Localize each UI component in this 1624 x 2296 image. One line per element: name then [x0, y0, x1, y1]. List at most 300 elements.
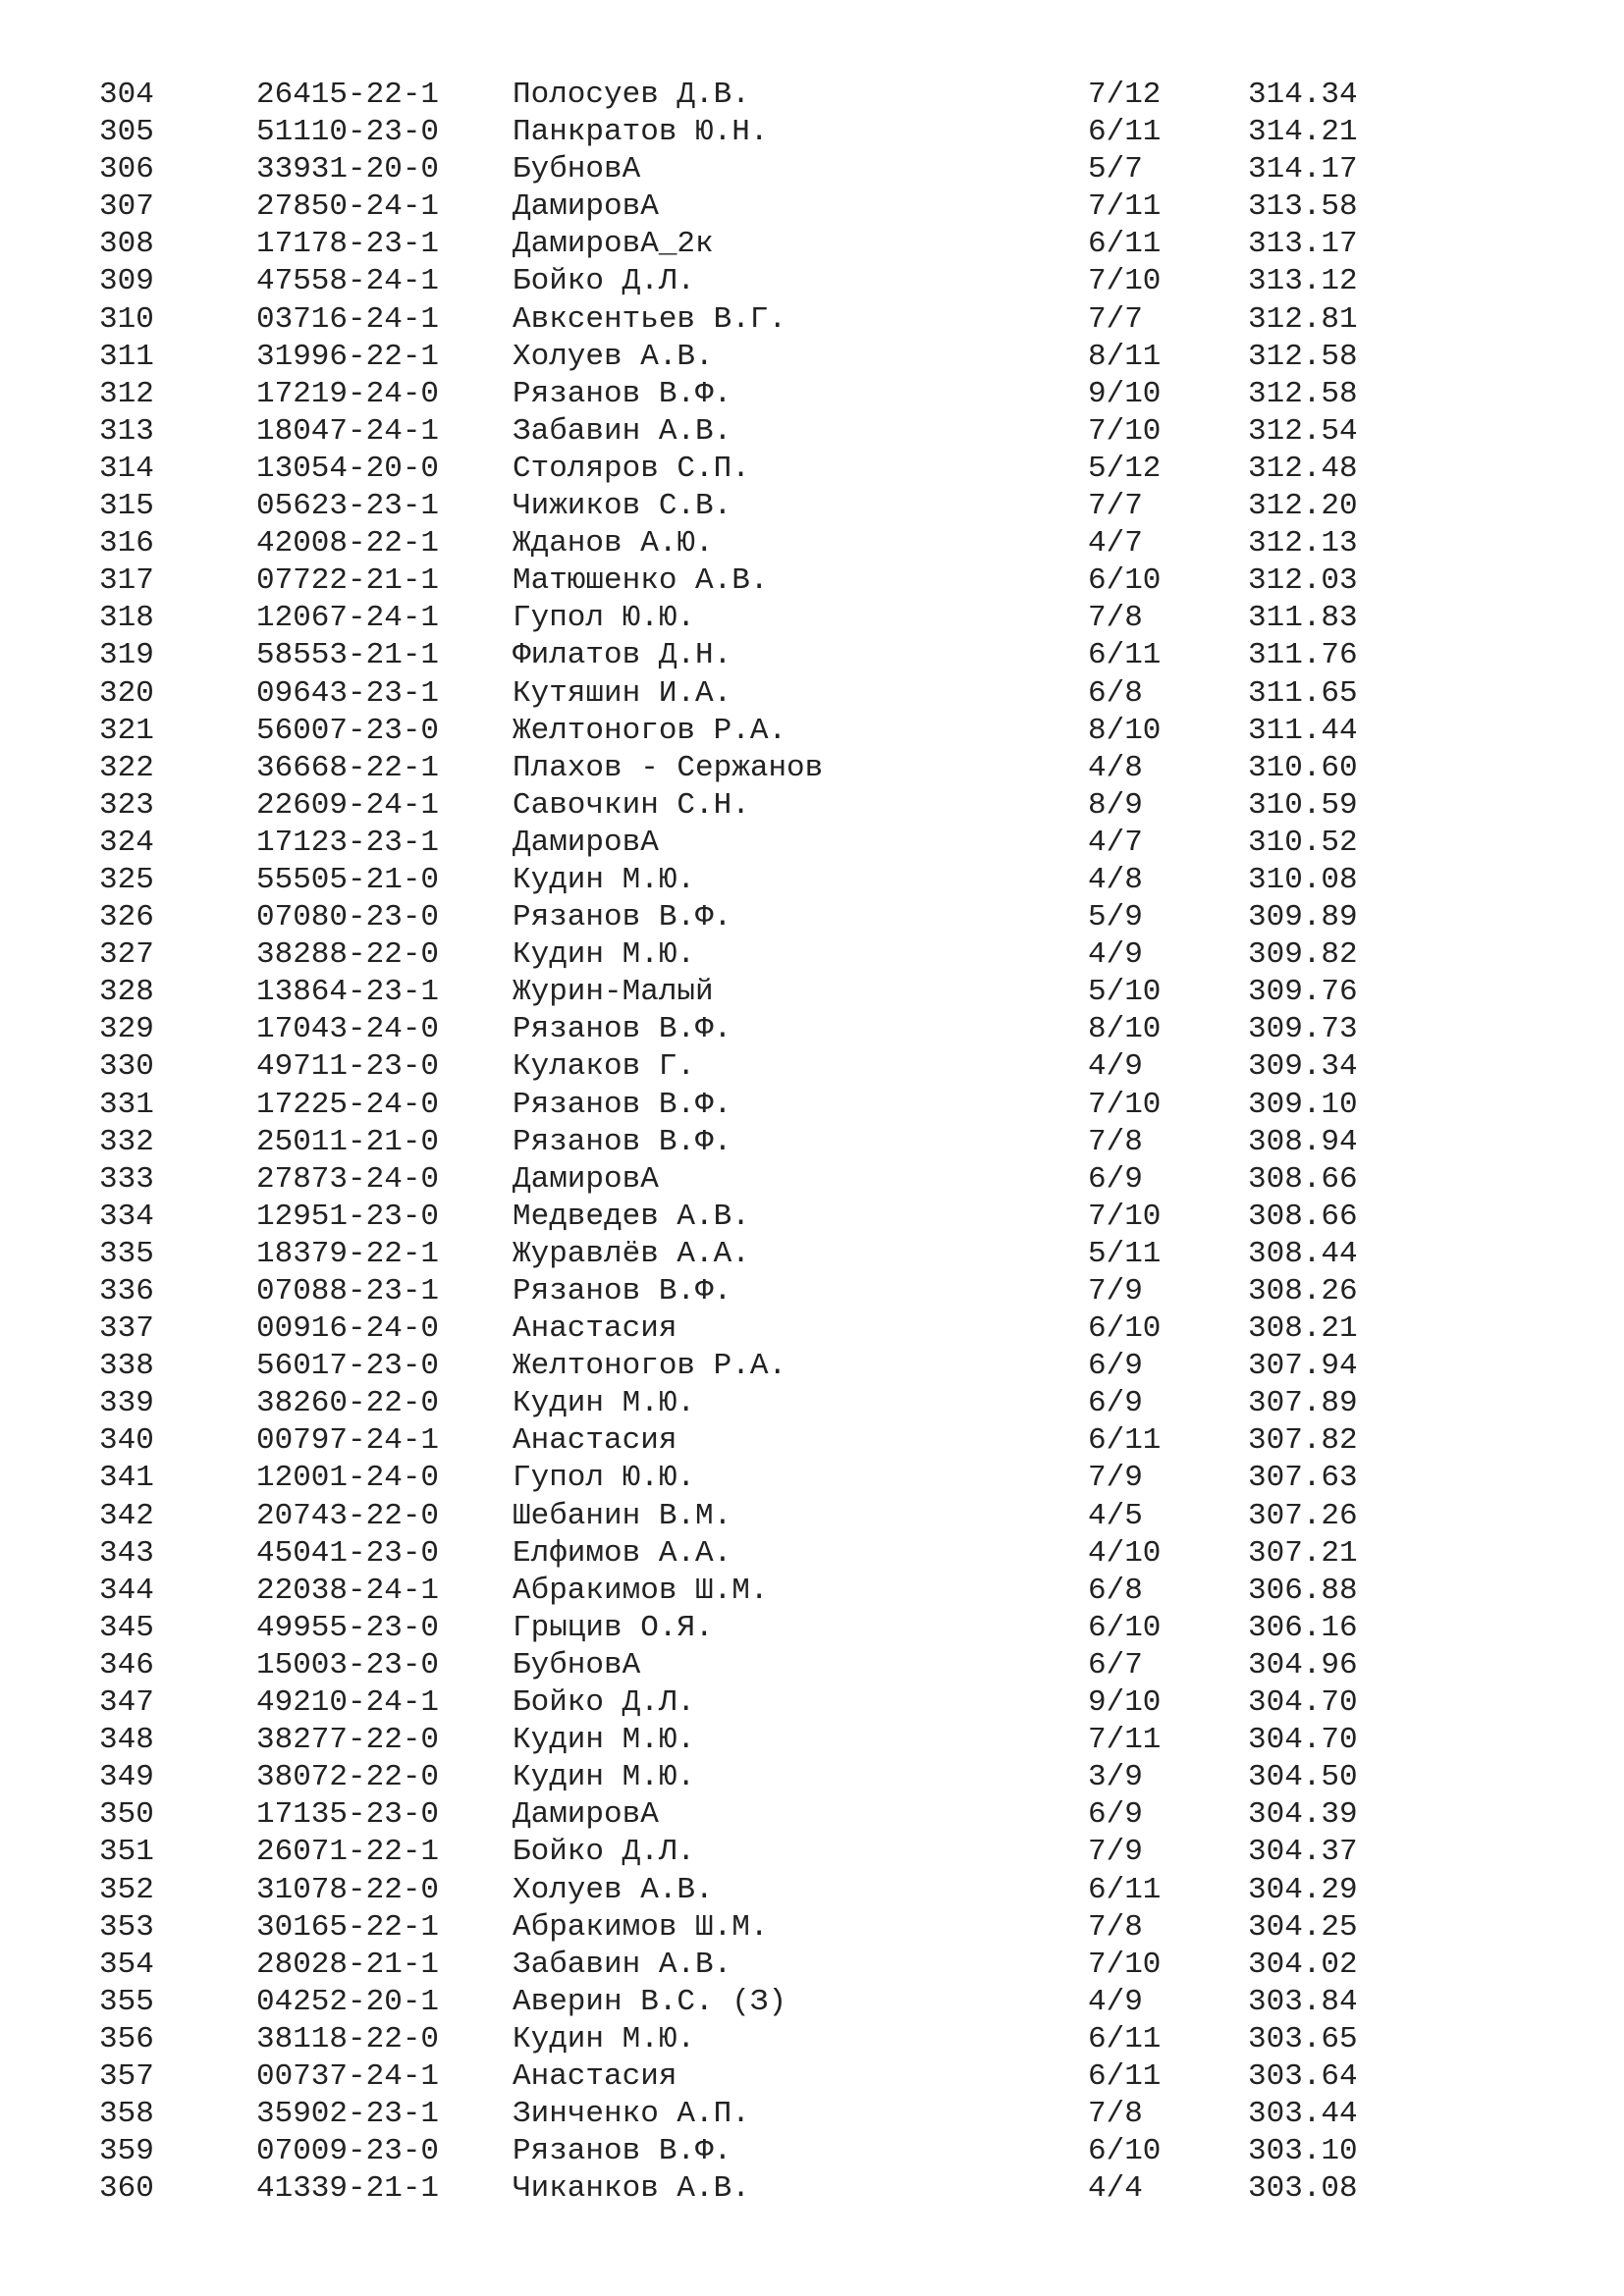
- record-code: 13054-20-0: [256, 451, 440, 486]
- list-item: [0, 1834, 1624, 1871]
- score-value: 303.08: [1248, 2171, 1358, 2207]
- list-item: [0, 1348, 1624, 1385]
- author-name: Абракимов Ш.М.: [513, 1909, 769, 1945]
- record-code: 04252-20-1: [256, 1984, 440, 2019]
- row-number: 323: [99, 787, 154, 823]
- author-name: Гупол Ю.Ю.: [513, 1461, 696, 1496]
- ratio-value: 7/10: [1088, 1087, 1162, 1122]
- row-number: 331: [99, 1087, 154, 1122]
- row-number: 348: [99, 1723, 154, 1758]
- row-number: 313: [99, 413, 154, 449]
- score-value: 308.44: [1248, 1236, 1358, 1271]
- row-number: 308: [99, 227, 154, 262]
- record-code: 31078-22-0: [256, 1872, 440, 1907]
- record-code: 26071-22-1: [256, 1835, 440, 1870]
- score-value: 312.81: [1248, 301, 1358, 337]
- list-item: [0, 451, 1624, 488]
- row-number: 352: [99, 1872, 154, 1907]
- record-code: 38277-22-0: [256, 1723, 440, 1758]
- ratio-value: 7/8: [1088, 1124, 1143, 1159]
- author-name: Матюшенко А.В.: [513, 563, 769, 599]
- author-name: Авксентьев В.Г.: [513, 301, 787, 337]
- author-name: Кудин М.Ю.: [513, 2021, 696, 2056]
- score-value: 310.59: [1248, 787, 1358, 823]
- ratio-value: 4/9: [1088, 1049, 1143, 1085]
- row-number: 326: [99, 900, 154, 935]
- author-name: Забавин А.В.: [513, 413, 732, 449]
- ratio-value: 5/10: [1088, 975, 1162, 1010]
- score-value: 312.48: [1248, 451, 1358, 486]
- ratio-value: 4/8: [1088, 750, 1143, 785]
- list-item: [0, 151, 1624, 188]
- results-list: [0, 77, 1624, 2208]
- row-number: 325: [99, 862, 154, 897]
- row-number: 344: [99, 1573, 154, 1608]
- list-item: [0, 675, 1624, 713]
- ratio-value: 8/9: [1088, 787, 1143, 823]
- ratio-value: 4/9: [1088, 1984, 1143, 2019]
- record-code: 56017-23-0: [256, 1349, 440, 1384]
- record-code: 38072-22-0: [256, 1760, 440, 1795]
- ratio-value: 7/8: [1088, 601, 1143, 636]
- row-number: 322: [99, 750, 154, 785]
- score-value: 307.89: [1248, 1386, 1358, 1421]
- list-item: [0, 1087, 1624, 1124]
- list-item: [0, 713, 1624, 750]
- author-name: Желтоногов Р.А.: [513, 1349, 787, 1384]
- list-item: [0, 301, 1624, 339]
- author-name: Чижиков С.В.: [513, 489, 732, 524]
- list-item: [0, 1610, 1624, 1647]
- author-name: Рязанов В.Ф.: [513, 1124, 732, 1159]
- ratio-value: 7/7: [1088, 489, 1143, 524]
- record-code: 38118-22-0: [256, 2021, 440, 2056]
- row-number: 318: [99, 601, 154, 636]
- row-number: 355: [99, 1984, 154, 2019]
- ratio-value: 4/5: [1088, 1498, 1143, 1533]
- ratio-value: 6/9: [1088, 1386, 1143, 1421]
- record-code: 00916-24-0: [256, 1311, 440, 1347]
- record-code: 07088-23-1: [256, 1274, 440, 1308]
- list-item: [0, 1872, 1624, 1909]
- score-value: 309.76: [1248, 975, 1358, 1010]
- author-name: Медведев А.В.: [513, 1199, 750, 1234]
- row-number: 342: [99, 1498, 154, 1533]
- list-item: [0, 1236, 1624, 1273]
- score-value: 307.21: [1248, 1535, 1358, 1571]
- score-value: 304.70: [1248, 1685, 1358, 1721]
- list-item: [0, 936, 1624, 974]
- author-name: Желтоногов Р.А.: [513, 713, 787, 748]
- ratio-value: 6/7: [1088, 1647, 1143, 1682]
- score-value: 311.76: [1248, 638, 1358, 673]
- row-number: 320: [99, 675, 154, 711]
- row-number: 338: [99, 1349, 154, 1384]
- list-item: [0, 2170, 1624, 2208]
- list-item: [0, 1796, 1624, 1834]
- row-number: 358: [99, 2097, 154, 2132]
- author-name: Бойко Д.Л.: [513, 1685, 696, 1721]
- score-value: 303.84: [1248, 1984, 1358, 2019]
- record-code: 13864-23-1: [256, 975, 440, 1010]
- row-number: 309: [99, 264, 154, 299]
- ratio-value: 3/9: [1088, 1760, 1143, 1795]
- list-item: [0, 1984, 1624, 2021]
- list-item: [0, 488, 1624, 525]
- row-number: 357: [99, 2058, 154, 2094]
- author-name: Шебанин В.М.: [513, 1498, 732, 1533]
- row-number: 316: [99, 526, 154, 561]
- score-value: 312.58: [1248, 376, 1358, 411]
- ratio-value: 6/11: [1088, 1872, 1162, 1907]
- row-number: 341: [99, 1461, 154, 1496]
- row-number: 329: [99, 1012, 154, 1047]
- author-name: БубновА: [513, 1647, 641, 1682]
- ratio-value: 6/8: [1088, 1573, 1143, 1608]
- list-item: [0, 226, 1624, 263]
- author-name: Бойко Д.Л.: [513, 264, 696, 299]
- author-name: ДамировА: [513, 825, 659, 860]
- ratio-value: 6/11: [1088, 1423, 1162, 1459]
- score-value: 308.66: [1248, 1161, 1358, 1197]
- author-name: Журин-Малый: [513, 975, 714, 1010]
- author-name: Рязанов В.Ф.: [513, 900, 732, 935]
- row-number: 336: [99, 1274, 154, 1308]
- ratio-value: 6/9: [1088, 1161, 1143, 1197]
- list-item: [0, 1684, 1624, 1722]
- record-code: 17225-24-0: [256, 1087, 440, 1122]
- row-number: 327: [99, 937, 154, 973]
- author-name: Панкратов Ю.Н.: [513, 115, 769, 150]
- record-code: 03716-24-1: [256, 301, 440, 337]
- score-value: 308.21: [1248, 1311, 1358, 1347]
- score-value: 307.26: [1248, 1498, 1358, 1533]
- ratio-value: 7/11: [1088, 189, 1162, 225]
- score-value: 309.34: [1248, 1049, 1358, 1085]
- list-item: [0, 1310, 1624, 1348]
- row-number: 335: [99, 1236, 154, 1271]
- record-code: 49955-23-0: [256, 1610, 440, 1645]
- record-code: 42008-22-1: [256, 526, 440, 561]
- record-code: 12067-24-1: [256, 601, 440, 636]
- list-item: [0, 2058, 1624, 2096]
- record-code: 41339-21-1: [256, 2171, 440, 2207]
- record-code: 26415-22-1: [256, 78, 440, 112]
- score-value: 314.17: [1248, 152, 1358, 187]
- author-name: Чиканков А.В.: [513, 2171, 750, 2207]
- score-value: 304.50: [1248, 1760, 1358, 1795]
- row-number: 319: [99, 638, 154, 673]
- list-item: [0, 2133, 1624, 2170]
- row-number: 337: [99, 1311, 154, 1347]
- ratio-value: 6/11: [1088, 2021, 1162, 2056]
- row-number: 346: [99, 1647, 154, 1682]
- score-value: 314.21: [1248, 115, 1358, 150]
- ratio-value: 4/4: [1088, 2171, 1143, 2207]
- author-name: Кудин М.Ю.: [513, 937, 696, 973]
- list-item: [0, 1048, 1624, 1086]
- author-name: Рязанов В.Ф.: [513, 1012, 732, 1047]
- author-name: БубновА: [513, 152, 641, 187]
- record-code: 58553-21-1: [256, 638, 440, 673]
- list-item: [0, 1647, 1624, 1684]
- ratio-value: 6/10: [1088, 1311, 1162, 1347]
- row-number: 305: [99, 115, 154, 150]
- row-number: 351: [99, 1835, 154, 1870]
- score-value: 311.65: [1248, 675, 1358, 711]
- ratio-value: 4/7: [1088, 825, 1143, 860]
- record-code: 12951-23-0: [256, 1199, 440, 1234]
- ratio-value: 7/10: [1088, 264, 1162, 299]
- score-value: 306.88: [1248, 1573, 1358, 1608]
- author-name: Анастасия: [513, 1311, 677, 1347]
- list-item: [0, 1909, 1624, 1947]
- ratio-value: 6/10: [1088, 1610, 1162, 1645]
- record-code: 22609-24-1: [256, 787, 440, 823]
- list-item: [0, 263, 1624, 300]
- author-name: Кудин М.Ю.: [513, 1760, 696, 1795]
- ratio-value: 5/12: [1088, 451, 1162, 486]
- ratio-value: 6/11: [1088, 115, 1162, 150]
- list-item: [0, 77, 1624, 114]
- score-value: 312.54: [1248, 413, 1358, 449]
- list-item: [0, 1573, 1624, 1610]
- row-number: 315: [99, 489, 154, 524]
- list-item: [0, 1124, 1624, 1161]
- list-item: [0, 1460, 1624, 1497]
- score-value: 313.58: [1248, 189, 1358, 225]
- ratio-value: 6/9: [1088, 1349, 1143, 1384]
- list-item: [0, 787, 1624, 825]
- record-code: 49711-23-0: [256, 1049, 440, 1085]
- author-name: Елфимов А.А.: [513, 1535, 732, 1571]
- list-item: [0, 1161, 1624, 1199]
- ratio-value: 8/10: [1088, 713, 1162, 748]
- list-item: [0, 862, 1624, 899]
- ratio-value: 6/8: [1088, 675, 1143, 711]
- list-item: [0, 1759, 1624, 1796]
- record-code: 27850-24-1: [256, 189, 440, 225]
- ratio-value: 6/10: [1088, 563, 1162, 599]
- row-number: 345: [99, 1610, 154, 1645]
- score-value: 310.52: [1248, 825, 1358, 860]
- author-name: Абракимов Ш.М.: [513, 1573, 769, 1608]
- record-code: 18379-22-1: [256, 1236, 440, 1271]
- record-code: 47558-24-1: [256, 264, 440, 299]
- row-number: 350: [99, 1797, 154, 1833]
- record-code: 12001-24-0: [256, 1461, 440, 1496]
- record-code: 09643-23-1: [256, 675, 440, 711]
- record-code: 17123-23-1: [256, 825, 440, 860]
- score-value: 306.16: [1248, 1610, 1358, 1645]
- record-code: 56007-23-0: [256, 713, 440, 748]
- record-code: 49210-24-1: [256, 1685, 440, 1721]
- list-item: [0, 339, 1624, 376]
- row-number: 312: [99, 376, 154, 411]
- row-number: 311: [99, 339, 154, 374]
- record-code: 38288-22-0: [256, 937, 440, 973]
- author-name: Анастасия: [513, 2058, 677, 2094]
- ratio-value: 6/9: [1088, 1797, 1143, 1833]
- record-code: 17135-23-0: [256, 1797, 440, 1833]
- ratio-value: 5/9: [1088, 900, 1143, 935]
- ratio-value: 6/11: [1088, 2058, 1162, 2094]
- author-name: Кудин М.Ю.: [513, 862, 696, 897]
- list-item: [0, 376, 1624, 413]
- ratio-value: 6/11: [1088, 638, 1162, 673]
- ratio-value: 4/9: [1088, 937, 1143, 973]
- record-code: 22038-24-1: [256, 1573, 440, 1608]
- list-item: [0, 1011, 1624, 1048]
- row-number: 349: [99, 1760, 154, 1795]
- row-number: 321: [99, 713, 154, 748]
- score-value: 304.70: [1248, 1723, 1358, 1758]
- author-name: Журавлёв А.А.: [513, 1236, 750, 1271]
- ratio-value: 5/11: [1088, 1236, 1162, 1271]
- record-code: 00797-24-1: [256, 1423, 440, 1459]
- score-value: 311.44: [1248, 713, 1358, 748]
- score-value: 304.39: [1248, 1797, 1358, 1833]
- ratio-value: 9/10: [1088, 376, 1162, 411]
- list-item: [0, 1535, 1624, 1573]
- score-value: 310.60: [1248, 750, 1358, 785]
- row-number: 343: [99, 1535, 154, 1571]
- list-item: [0, 114, 1624, 151]
- row-number: 307: [99, 189, 154, 225]
- row-number: 332: [99, 1124, 154, 1159]
- row-number: 324: [99, 825, 154, 860]
- author-name: Холуев А.В.: [513, 339, 714, 374]
- author-name: Жданов А.Ю.: [513, 526, 714, 561]
- author-name: ДамировА: [513, 189, 659, 225]
- record-code: 45041-23-0: [256, 1535, 440, 1571]
- ratio-value: 7/9: [1088, 1274, 1143, 1308]
- author-name: Кулаков Г.: [513, 1049, 696, 1085]
- ratio-value: 7/9: [1088, 1835, 1143, 1870]
- author-name: Забавин А.В.: [513, 1947, 732, 1982]
- record-code: 51110-23-0: [256, 115, 440, 150]
- author-name: ДамировА: [513, 1797, 659, 1833]
- row-number: 356: [99, 2021, 154, 2056]
- ratio-value: 7/10: [1088, 1947, 1162, 1982]
- row-number: 360: [99, 2171, 154, 2207]
- list-item: [0, 1273, 1624, 1310]
- record-code: 28028-21-1: [256, 1947, 440, 1982]
- row-number: 339: [99, 1386, 154, 1421]
- row-number: 334: [99, 1199, 154, 1234]
- score-value: 303.10: [1248, 2134, 1358, 2169]
- record-code: 00737-24-1: [256, 2058, 440, 2094]
- score-value: 312.03: [1248, 563, 1358, 599]
- score-value: 304.02: [1248, 1947, 1358, 1982]
- list-item: [0, 899, 1624, 936]
- list-item: [0, 1947, 1624, 1984]
- score-value: 303.65: [1248, 2021, 1358, 2056]
- row-number: 353: [99, 1909, 154, 1945]
- ratio-value: 7/8: [1088, 2097, 1143, 2132]
- record-code: 38260-22-0: [256, 1386, 440, 1421]
- author-name: Рязанов В.Ф.: [513, 1087, 732, 1122]
- list-item: [0, 413, 1624, 451]
- score-value: 309.82: [1248, 937, 1358, 973]
- record-code: 33931-20-0: [256, 152, 440, 187]
- author-name: Полосуев Д.В.: [513, 78, 750, 112]
- list-item: [0, 2021, 1624, 2058]
- record-code: 27873-24-0: [256, 1161, 440, 1197]
- record-code: 15003-23-0: [256, 1647, 440, 1682]
- list-item: [0, 1722, 1624, 1759]
- ratio-value: 6/11: [1088, 227, 1162, 262]
- record-code: 30165-22-1: [256, 1909, 440, 1945]
- list-item: [0, 2096, 1624, 2133]
- list-item: [0, 1498, 1624, 1535]
- score-value: 311.83: [1248, 601, 1358, 636]
- author-name: Аверин В.С. (З): [513, 1984, 787, 2019]
- row-number: 317: [99, 563, 154, 599]
- row-number: 304: [99, 78, 154, 112]
- ratio-value: 5/7: [1088, 152, 1143, 187]
- score-value: 312.20: [1248, 489, 1358, 524]
- score-value: 307.94: [1248, 1349, 1358, 1384]
- score-value: 307.63: [1248, 1461, 1358, 1496]
- author-name: Савочкин С.Н.: [513, 787, 750, 823]
- author-name: Столяров С.П.: [513, 451, 750, 486]
- score-value: 313.12: [1248, 264, 1358, 299]
- ratio-value: 8/10: [1088, 1012, 1162, 1047]
- author-name: Бойко Д.Л.: [513, 1835, 696, 1870]
- list-item: [0, 1199, 1624, 1236]
- row-number: 306: [99, 152, 154, 187]
- list-item: [0, 637, 1624, 674]
- record-code: 05623-23-1: [256, 489, 440, 524]
- record-code: 31996-22-1: [256, 339, 440, 374]
- row-number: 354: [99, 1947, 154, 1982]
- record-code: 07722-21-1: [256, 563, 440, 599]
- list-item: [0, 750, 1624, 787]
- record-code: 18047-24-1: [256, 413, 440, 449]
- list-item: [0, 188, 1624, 226]
- score-value: 307.82: [1248, 1423, 1358, 1459]
- score-value: 309.73: [1248, 1012, 1358, 1047]
- row-number: 359: [99, 2134, 154, 2169]
- ratio-value: 7/12: [1088, 78, 1162, 112]
- author-name: Кутяшин И.А.: [513, 675, 732, 711]
- record-code: 17178-23-1: [256, 227, 440, 262]
- row-number: 328: [99, 975, 154, 1010]
- ratio-value: 7/7: [1088, 301, 1143, 337]
- record-code: 35902-23-1: [256, 2097, 440, 2132]
- author-name: Кудин М.Ю.: [513, 1723, 696, 1758]
- record-code: 36668-22-1: [256, 750, 440, 785]
- author-name: ДамировА: [513, 1161, 659, 1197]
- record-code: 07009-23-0: [256, 2134, 440, 2169]
- ratio-value: 7/11: [1088, 1723, 1162, 1758]
- list-item: [0, 1385, 1624, 1422]
- row-number: 330: [99, 1049, 154, 1085]
- list-item: [0, 974, 1624, 1011]
- record-code: 17043-24-0: [256, 1012, 440, 1047]
- ratio-value: 4/7: [1088, 526, 1143, 561]
- score-value: 309.10: [1248, 1087, 1358, 1122]
- list-item: [0, 525, 1624, 562]
- author-name: Анастасия: [513, 1423, 677, 1459]
- author-name: Зинченко А.П.: [513, 2097, 750, 2132]
- row-number: 347: [99, 1685, 154, 1721]
- score-value: 304.29: [1248, 1872, 1358, 1907]
- ratio-value: 7/9: [1088, 1461, 1143, 1496]
- score-value: 310.08: [1248, 862, 1358, 897]
- score-value: 312.58: [1248, 339, 1358, 374]
